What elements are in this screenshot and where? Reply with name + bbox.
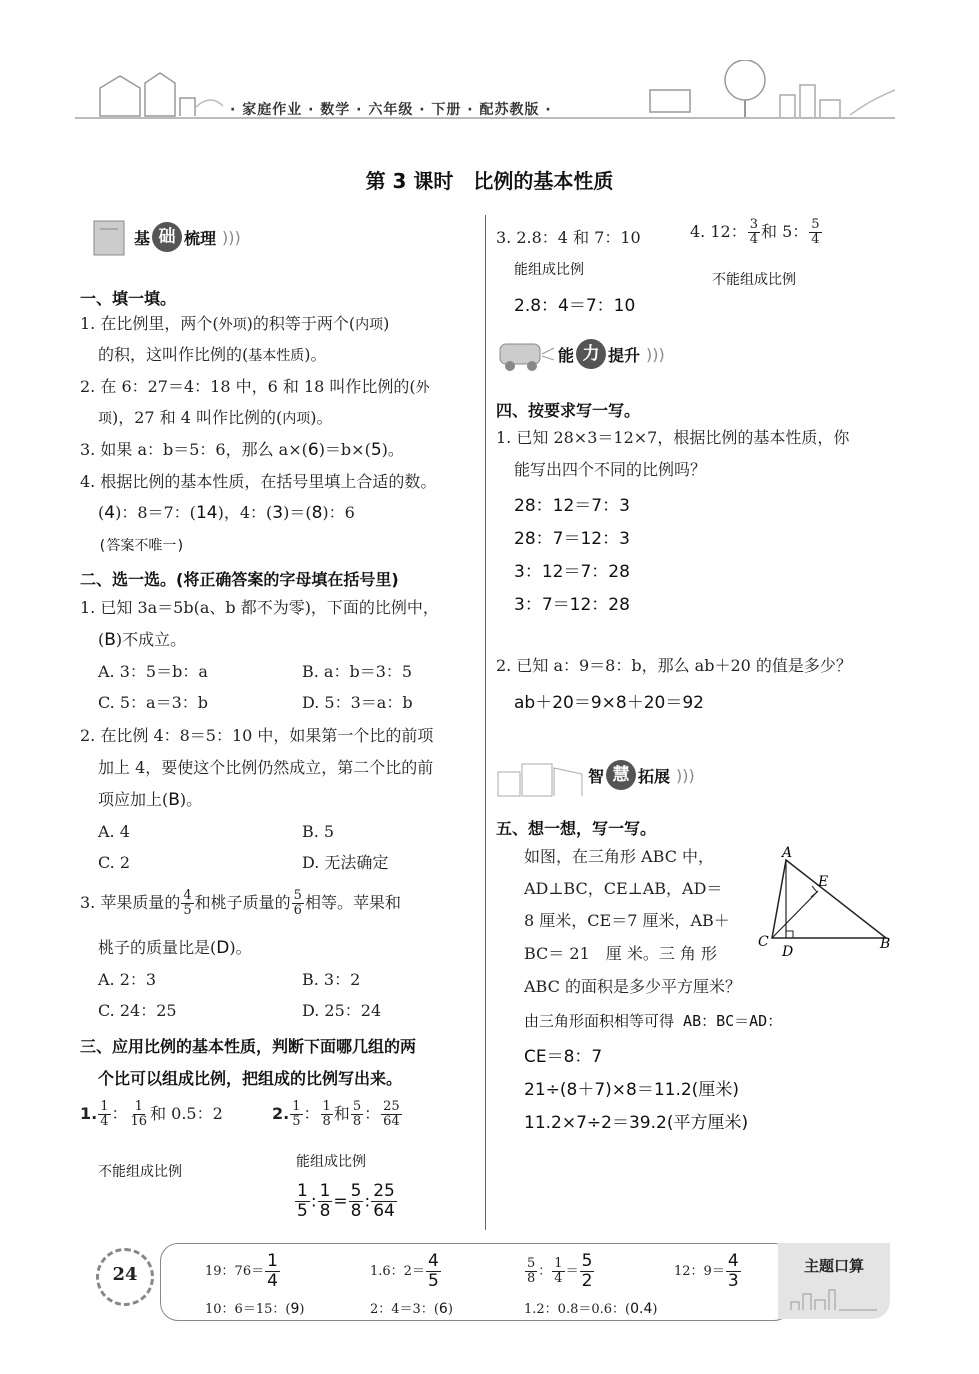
s2-q2-opt-b: B. 5 [302,822,335,841]
s1-q1-line2: 的积，这叫作比例的(基本性质)。 [98,345,327,364]
badge-text: 拓展 [638,766,671,786]
footer-r2-2: 2：4＝3：(6) [370,1301,453,1317]
s4-heading: 四、按要求写一写。 [496,401,641,420]
s3-p4: 4. 12： $\frac{3}{4}$ 和 5： $\frac{5}{4}$ [690,217,820,247]
s2-q3-opt-c: C. 24：25 [98,1001,177,1020]
s5-answer-3: 21÷(8＋7)×8＝11.2(厘米) [524,1080,739,1100]
s3-p1: 1. $\frac{1}{4}$ ： $\frac{1}{16}$ 和 0.5：2 [80,1099,223,1129]
s2-q3-opt-a: A. 2：3 [98,970,157,989]
skyline-icon [789,1284,879,1312]
s5-answer-2: CE＝8：7 [524,1047,603,1067]
s3-p1-answer: 不能组成比例 [98,1164,182,1180]
s2-q2-line1: 2. 在比例 4：8＝5：10 中，如果第一个比的前项 [80,726,434,745]
s4-q1-answer-1: 28：12＝7：3 [514,496,630,516]
footer-r1-1: 19：76＝ $\frac{1}{4}$ [205,1251,278,1291]
s3-heading-1: 三、应用比例的基本性质，判断下面哪几组的两 [80,1037,417,1056]
triangle-figure [756,842,896,962]
footer-r1-3: $\frac{5}{8}$ ： $\frac{1}{4}$ ＝ $\frac{5}{2}$ [527,1251,593,1291]
s3-p3: 3. 2.8：4 和 7：10 [496,228,641,247]
s1-q4-note: (答案不唯一) [98,538,185,554]
s2-q3-opt-d: D. 25：24 [302,1001,382,1020]
s2-q2-line3: 项应加上(B)。 [98,790,203,810]
house-illustration [95,68,225,118]
books-icon [496,752,586,798]
s2-q3-opt-b: B. 3：2 [302,970,361,989]
badge-text: 能 [558,345,575,365]
s1-q4: 4. 根据比例的基本性质，在括号里填上合适的数。 [80,472,437,491]
section-badge-wisdom [496,752,695,798]
wave-icon: ))) [646,344,665,364]
s2-q2-opt-d: D. 无法确定 [302,853,389,872]
s5-heading: 五、想一想，写一写。 [496,819,657,838]
section-badge-ability [496,334,665,374]
s4-q1-line2: 能写出四个不同的比例吗？ [514,460,707,479]
badge-text: 梳理 [184,228,217,248]
book-icon [92,217,132,257]
badge-text: 智 [588,766,605,786]
s1-q4-answers: (4)：8＝7：(14)，4：(3)＝(8)：6 [98,503,355,523]
page-number: 24 [96,1248,154,1306]
s3-p2-answer: 能组成比例 [296,1154,366,1170]
s4-q2: 2. 已知 a：9＝8：b，那么 ab＋20 的值是多少？ [496,656,852,675]
s3-p2-equation: $\frac{1}{5}$ : $\frac{1}{8}$ = $\frac{5}{8}$ : $\frac{25}{64}$ [297,1181,395,1221]
s5-line-2: AD⊥BC，CE⊥AB，AD＝ [524,879,723,898]
badge-circle: 力 [576,339,606,369]
s1-q2-line2: 项)，27 和 4 叫作比例的(内项)。 [98,408,333,427]
s2-q2-opt-c: C. 2 [98,853,131,872]
theme-label: 主题口算 [778,1243,890,1319]
label-b: B [880,936,891,952]
s2-q1-line1: 1. 已知 3a＝5b(a、b 都不为零)，下面的比例中， [80,598,439,617]
s3-p4-answer: 不能组成比例 [712,272,796,288]
s2-q2-opt-a: A. 4 [98,822,130,841]
badge-text: 提升 [608,345,641,365]
header-text: · 家庭作业 · 数学 · 六年级 · 下册 · 配苏教版 · [230,102,552,118]
s5-answer-1: 由三角形面积相等可得 AB：BC＝AD： [524,1012,783,1030]
s3-p3-answer: 能组成比例 [514,262,584,278]
badge-circle: 础 [152,222,182,252]
s2-q1-opt-b: B. a：b＝3：5 [302,662,413,681]
s3-p3-equation: 2.8：4＝7：10 [514,296,636,316]
s2-q3-line2: 桃子的质量比是(D)。 [98,938,252,958]
column-divider [485,215,486,1230]
label-c: C [758,934,769,950]
footer-r1-2: 1.6：2＝ $\frac{4}{5}$ [370,1251,439,1291]
footer-r2-3: 1.2：0.8＝0.6：(0.4) [524,1301,658,1317]
s4-q2-answer: ab＋20＝9×8＋20＝92 [514,693,704,713]
label-e: E [818,874,829,890]
s2-q2-line2: 加上 4，要使这个比例仍然成立，第二个比的前 [98,758,434,777]
s3-p2: 2. $\frac{1}{5}$ ： $\frac{1}{8}$ 和 $\frac{5}{8}$ ： $\frac{25}{64}$ [272,1099,400,1129]
s1-q3: 3. 如果 a：b＝5：6，那么 a×(6)＝b×(5)。 [80,440,404,460]
s5-line-4: BC＝ 21 厘 米。三 角 形 [524,944,718,963]
s1-q2-line1: 2. 在 6：27＝4：18 中，6 和 18 叫作比例的(外 [80,377,430,396]
label-d: D [782,944,794,960]
tree-city-illustration [610,60,900,120]
label-a: A [782,845,793,861]
wave-icon: ))) [222,227,241,247]
s2-heading: 二、选一选。(将正确答案的字母填在括号里) [80,570,399,589]
s2-q1-line2: (B)不成立。 [98,630,187,650]
footer-r2-1: 10：6＝15：(9) [205,1301,305,1317]
s3-heading-2: 个比可以组成比例，把组成的比例写出来。 [98,1069,403,1088]
wave-icon: ))) [676,765,695,785]
section-badge-basic [92,217,241,257]
s2-q1-opt-a: A. 3：5＝b：a [98,662,208,681]
s5-answer-4: 11.2×7÷2＝39.2(平方厘米) [524,1113,749,1133]
badge-circle: 慧 [606,760,636,790]
s4-q1-answer-3: 3：12＝7：28 [514,562,630,582]
s4-q1-answer-2: 28：7＝12：3 [514,529,630,549]
s4-q1-answer-4: 3：7＝12：28 [514,595,630,615]
page-title: 第 3 课时 比例的基本性质 [365,169,614,193]
footer-r1-4: 12：9＝ $\frac{4}{3}$ [674,1251,739,1291]
s2-q1-opt-c: C. 5：a＝3：b [98,693,208,712]
badge-text: 基 [134,228,151,248]
s5-line-5: ABC 的面积是多少平方厘米？ [524,977,741,996]
s4-q1-line1: 1. 已知 28×3＝12×7，根据比例的基本性质，你 [496,428,850,447]
s5-line-3: 8 厘米，CE＝7 厘米，AB＋ [524,911,730,930]
s1-q1-line1: 1. 在比例里，两个(外项)的积等于两个(内项) [80,314,390,333]
s2-q3-line1: 3. 苹果质量的 $\frac{4}{5}$ 和桃子质量的 $\frac{5}{6}$ 相等。苹果和 [80,888,401,918]
car-icon [496,334,556,374]
s1-heading: 一、填一填。 [80,289,177,308]
s5-line-1: 如图，在三角形 ABC 中， [524,847,715,866]
s2-q1-opt-d: D. 5：3＝a：b [302,693,413,712]
